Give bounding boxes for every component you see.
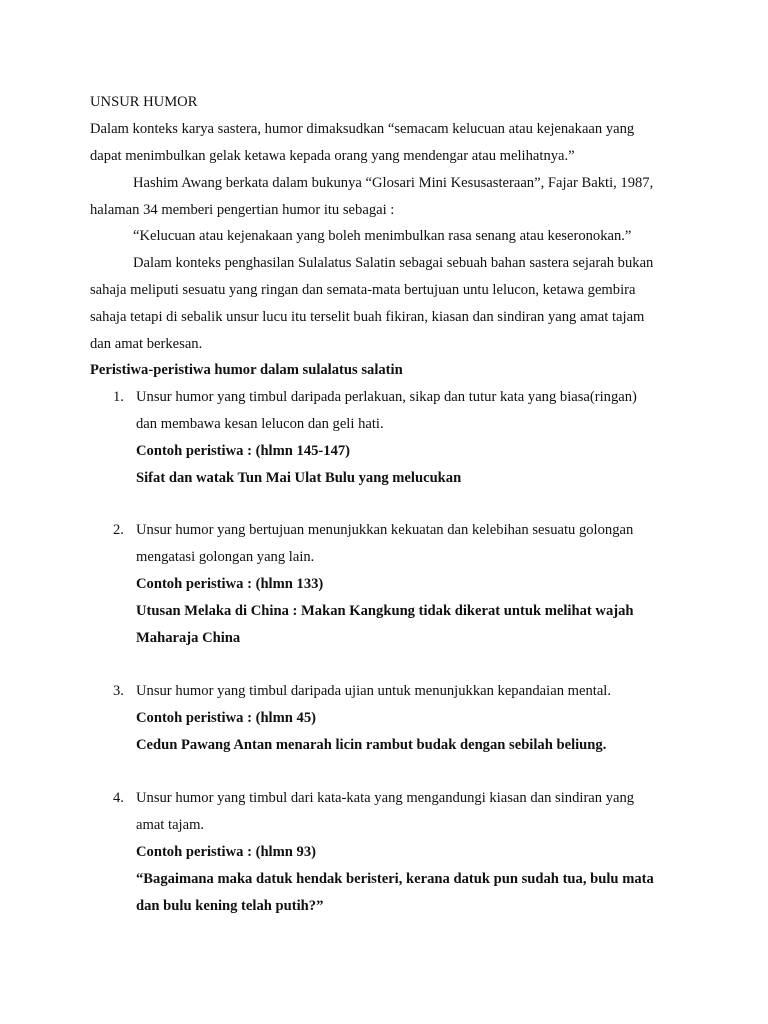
intro-line-2: dapat menimbulkan gelak ketawa kepada orang yang mendengar atau melihatnya.”	[90, 148, 575, 164]
example-label: Contoh peristiwa : (hlmn 45)	[136, 710, 316, 726]
example-text: Sifat dan watak Tun Mai Ulat Bulu yang melucukan	[136, 470, 462, 486]
list-item-text: Unsur humor yang timbul daripada ujian untuk menunjukkan kepandaian mental.	[136, 683, 611, 699]
list-item-number: 1.	[113, 389, 124, 405]
list-item-text: Unsur humor yang timbul dari kata-kata yang mengandungi kiasan dan sindiran yang	[136, 790, 635, 806]
list-item-text: amat tajam.	[136, 817, 205, 833]
hashim-line-2: halaman 34 memberi pengertian humor itu sebagai :	[90, 202, 395, 218]
example-text: Maharaja China	[136, 630, 241, 646]
example-label: Contoh peristiwa : (hlmn 93)	[136, 844, 316, 860]
definition-quote: “Kelucuan atau kejenakaan yang boleh menimbulkan rasa senang atau keseronokan.”	[133, 228, 632, 244]
doc-title: UNSUR HUMOR	[90, 94, 198, 110]
konteks-line-3: sahaja tetapi di sebalik unsur lucu itu terselit buah fikiran, kiasan dan sindiran yang amat tajam	[90, 309, 645, 325]
example-label: Contoh peristiwa : (hlmn 145-147)	[136, 443, 351, 459]
konteks-line-2: sahaja meliputi sesuatu yang ringan dan semata-mata bertujuan untu lelucon, ketawa gembira	[90, 282, 636, 298]
list-item-number: 3.	[113, 683, 124, 699]
example-text: Utusan Melaka di China : Makan Kangkung tidak dikerat untuk melihat wajah	[136, 603, 634, 619]
list-item-text: dan membawa kesan lelucon dan geli hati.	[136, 416, 384, 432]
hashim-line-1: Hashim Awang berkata dalam bukunya “Glosari Mini Kesusasteraan”, Fajar Bakti, 1987,	[133, 175, 654, 191]
list-item-number: 4.	[113, 790, 124, 806]
example-text: dan bulu kening telah putih?”	[136, 898, 324, 914]
example-label: Contoh peristiwa : (hlmn 133)	[136, 576, 324, 592]
list-item-text: Unsur humor yang timbul daripada perlakuan, sikap dan tutur kata yang biasa(ringan)	[136, 389, 637, 405]
intro-line-1: Dalam konteks karya sastera, humor dimaksudkan “semacam kelucuan atau kejenakaan yang	[90, 121, 635, 137]
section-heading: Peristiwa-peristiwa humor dalam sulalatus salatin	[90, 362, 403, 378]
konteks-line-4: dan amat berkesan.	[90, 336, 203, 352]
example-text: Cedun Pawang Antan menarah licin rambut budak dengan sebilah beliung.	[136, 737, 607, 753]
konteks-line-1: Dalam konteks penghasilan Sulalatus Salatin sebagai sebuah bahan sastera sejarah bukan	[133, 255, 654, 271]
list-item-number: 2.	[113, 522, 124, 538]
list-item-text: Unsur humor yang bertujuan menunjukkan kekuatan dan kelebihan sesuatu golongan	[136, 522, 634, 538]
list-item-text: mengatasi golongan yang lain.	[136, 549, 315, 565]
example-text: “Bagaimana maka datuk hendak beristeri, kerana datuk pun sudah tua, bulu mata	[136, 871, 654, 887]
